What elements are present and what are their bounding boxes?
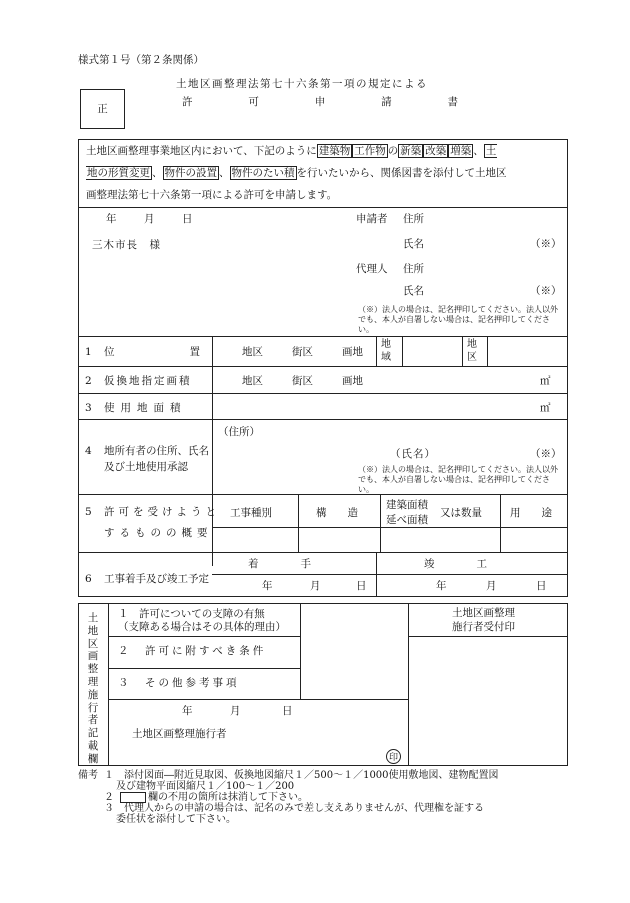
applicant-label: 申請者: [356, 213, 388, 225]
row2-lot: 画地: [342, 375, 363, 387]
exec-date-day: 日: [282, 705, 293, 717]
checkbox-land-change-a[interactable]: 土: [485, 145, 497, 157]
agent-label: 代理人: [356, 263, 388, 275]
row6-number: 6: [85, 573, 92, 585]
title-char: 申: [314, 96, 326, 108]
row4-label2: 及び土地使用承認: [104, 461, 188, 473]
copy-label: 正: [97, 102, 108, 115]
addressee: 三木市長 様: [92, 239, 161, 251]
title-char: 可: [248, 96, 259, 108]
applicant-name-label: 氏名: [403, 238, 424, 250]
row2-label: 仮換地指定画積: [104, 375, 192, 387]
applicant-note: （※）法人の場合は、記名押印してください。法人以外でも、本人が自署しない場合は、記名押印してください。: [358, 305, 558, 334]
row5-header-use: 用 途: [510, 507, 552, 519]
executor-side-label: 土 地 区 画 整 理 施 行 者 記 載 欄: [87, 612, 99, 765]
row6-start-month: 月: [310, 580, 321, 592]
row5-label1: 許可を受けようと: [104, 506, 220, 518]
applicant-address-label: 住所: [403, 213, 424, 225]
exec-stamp-line2: 施行者受付印: [452, 621, 515, 633]
row4-name-label: （氏名）: [390, 448, 436, 460]
row1-block: 街区: [292, 346, 313, 358]
row3-label: 使用地面積: [104, 402, 187, 414]
exec-item3: ３ その他参考事項: [118, 677, 240, 689]
document-title: [182, 97, 458, 108]
note-1b: 及び建物平面図縮尺１／100～１／200: [116, 781, 295, 792]
row6-start-year: 年: [262, 580, 273, 592]
checkbox-rebuild[interactable]: 改築: [425, 145, 447, 157]
date-day-label: 日: [182, 213, 193, 225]
row1-number: 1: [85, 346, 92, 358]
row2-number: 2: [85, 375, 92, 387]
row4-number: 4: [85, 445, 92, 457]
row6-end-day: 日: [536, 580, 547, 592]
title-char: 書: [447, 96, 458, 108]
seal-icon: 印: [386, 749, 401, 764]
row6-label: 工事着手及び竣工予定: [104, 573, 209, 585]
title-line1: 土地区画整理法第七十六条第一項の規定による: [176, 78, 428, 90]
row5-label2: するものの概要: [104, 527, 213, 539]
agent-address-label: 住所: [403, 263, 424, 275]
row3-number: 3: [85, 402, 92, 414]
row4-note: （※）法人の場合は、記名押印してください。法人以外でも、本人が自署しない場合は、記名押印してください。: [358, 465, 558, 494]
row6-end-label: 竣 工: [424, 558, 487, 570]
row2-unit: ㎡: [540, 375, 551, 387]
row5-header-quantity: 又は数量: [440, 507, 482, 519]
row6-start-label: 着 手: [248, 558, 311, 570]
row4-label1: 地所有者の住所、氏名: [104, 445, 209, 457]
note-3b: 委任状を添付して下さい。: [116, 814, 236, 825]
note-2: 欄の不用の箇所は抹消して下さい。: [148, 792, 308, 803]
row5-header-floor-area: 延べ面積: [386, 514, 428, 526]
note-2-box: [120, 792, 146, 803]
checkbox-new[interactable]: 新築: [400, 145, 422, 157]
date-year-label: 年: [106, 213, 117, 225]
intro-line1: 土地区画整理事業地区内において、下記のように 建築物 工作物 の 新築 改築 増築 、 土: [86, 145, 497, 157]
row3-unit: ㎡: [540, 402, 551, 414]
row1-label: 位 置: [104, 346, 200, 358]
title-char: 許: [182, 96, 193, 108]
row1-lot: 画地: [342, 346, 363, 358]
row4-seal-mark: （※）: [530, 448, 562, 460]
title-char: 請: [381, 96, 392, 108]
row6-end-month: 月: [486, 580, 497, 592]
row2-block: 街区: [292, 375, 313, 387]
row6-end-year: 年: [436, 580, 447, 592]
checkbox-install[interactable]: 物件の設置: [164, 167, 217, 179]
intro-line2: 地の形質変更 、 物件の設置 、 物件のたい積 を行いたいから、関係図書を添付して土地区: [87, 167, 507, 179]
row5-header-structure: 構 造: [316, 507, 358, 519]
row4-address-label: （住所）: [218, 426, 260, 438]
checkbox-extend[interactable]: 増築: [450, 145, 472, 157]
row5-header-building-area: 建築面積: [386, 499, 428, 511]
row5-header-type: 工事種別: [230, 507, 272, 519]
exec-stamp-line1: 土地区画整理: [452, 607, 515, 619]
applicant-seal-mark: （※）: [530, 238, 562, 250]
row1-zone-label: 地 区: [467, 339, 477, 363]
checkbox-deposit[interactable]: 物件のたい積: [231, 167, 295, 179]
exec-executor-label: 土地区画整理施行者: [132, 728, 227, 740]
checkbox-land-change-b[interactable]: 地の形質変更: [87, 167, 150, 179]
notes-label: 備考: [78, 770, 98, 781]
copy-label-box: [80, 89, 125, 129]
exec-item1-b: （支障ある場合はその具体的理由）: [118, 621, 286, 633]
note-2-num: ２: [104, 792, 114, 803]
row5-number: 5: [85, 506, 92, 518]
row1-area-label: 地 域: [381, 339, 391, 363]
checkbox-building[interactable]: 建築物: [318, 145, 351, 157]
note-3: ３ 代理人からの申請の場合は、記名のみで差し支えありませんが、代理権を証する: [104, 803, 484, 814]
date-month-label: 月: [144, 213, 155, 225]
row1-district: 地区: [242, 346, 263, 358]
agent-name-label: 氏名: [403, 285, 424, 297]
agent-seal-mark: （※）: [530, 285, 562, 297]
checkbox-structure[interactable]: 工作物: [354, 145, 386, 157]
exec-item1-a: １ 許可についての支障の有無: [118, 608, 265, 620]
exec-date-year: 年: [182, 705, 193, 717]
exec-date-month: 月: [230, 705, 241, 717]
exec-item2: ２ 許可に附すべき条件: [118, 645, 267, 657]
intro-line3: 画整理法第七十六条第一項による許可を申請します。: [86, 189, 338, 201]
row2-district: 地区: [242, 375, 263, 387]
form-number: 様式第１号（第２条関係）: [78, 54, 204, 66]
note-1: １ 添付図面―附近見取図、仮換地図縮尺１／500～１／1000使用敷地図、建物配置図: [104, 770, 499, 781]
row6-start-day: 日: [356, 580, 367, 592]
